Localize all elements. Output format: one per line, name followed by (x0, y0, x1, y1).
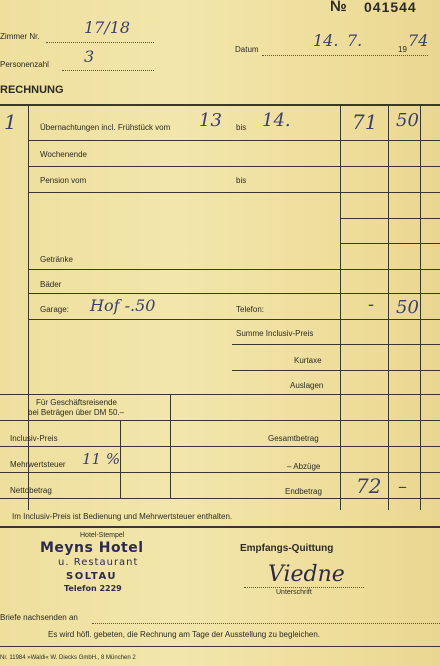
number-prefix: № (330, 0, 347, 15)
stamp-caption: Hotel-Stempel (80, 532, 125, 539)
end-cents: – (398, 476, 407, 497)
briefe-label: Briefe nachsenden an (0, 613, 78, 622)
datum-day: 14. (313, 31, 339, 50)
stamp-line-1: Meyns Hotel (40, 540, 144, 556)
zimmer-label: Zimmer Nr. (0, 32, 40, 41)
inclusive-note: Im Inclusiv-Preis ist Bedienung und Mehrwertsteuer enthalten. (12, 512, 233, 521)
datum-month: 7. (347, 31, 363, 50)
printer-line: Nr. 11984 »Waldi« W. Diecks GmbH., 8 München 2 (0, 655, 136, 661)
netto-label: Nettobetrag (10, 486, 52, 495)
end-label: Endbetrag (285, 487, 322, 496)
summe-label: Summe Inclusiv-Preis (236, 329, 314, 338)
zimmer-value: 17/18 (84, 18, 131, 37)
gesamt-label: Gesamtbetrag (268, 434, 319, 443)
telefon-cents: 50 (396, 297, 419, 318)
kurtaxe-label: Kurtaxe (294, 356, 322, 365)
business-title-2: bei Beträgen über DM 50.– (28, 408, 125, 417)
vom-value: 13 (199, 110, 222, 131)
abzuege-label: – Abzüge (287, 462, 321, 471)
stamp-line-3: SOLTAU (66, 571, 118, 582)
signature: Viedne (268, 562, 345, 587)
business-title-1: Für Geschäftsreisende (36, 398, 117, 407)
amount-main: 71 (352, 110, 378, 134)
wochenende-label: Wochenende (40, 150, 87, 159)
invoice-title: RECHNUNG (0, 84, 64, 96)
garage-label: Garage: (40, 305, 69, 314)
auslagen-label: Auslagen (290, 381, 324, 390)
stamp-line-2: u. Restaurant (58, 557, 139, 568)
pension-label: Pension vom (40, 176, 87, 185)
mwst-label: Mehrwertsteuer (10, 460, 66, 469)
pension-bis-label: bis (236, 176, 247, 185)
garage-value: Hof -.50 (90, 296, 156, 315)
telefon-main: - (368, 294, 375, 315)
personen-value: 3 (84, 47, 95, 66)
invoice-number: 041544 (364, 0, 417, 15)
stamp-line-4: Telefon 2229 (64, 584, 122, 593)
datum-label: Datum (235, 45, 259, 54)
unterschrift-label: Unterschrift (276, 589, 312, 596)
footer-note: Es wird höfl. gebeten, die Rechnung am Tage der Ausstellung zu begleichen. (48, 630, 321, 639)
getraenke-label: Getränke (40, 255, 73, 264)
amount-cents: 50 (396, 110, 419, 131)
bis-label: bis (236, 123, 247, 132)
bis-value: 14. (262, 110, 291, 131)
receipt-title: Empfangs-Quittung (240, 543, 334, 554)
datum-year-prefix: 19 (398, 45, 407, 54)
baeder-label: Bäder (40, 280, 62, 289)
mwst-value: 11 % (82, 450, 121, 468)
datum-year-suffix: 74 (408, 31, 429, 50)
count-value: 1 (4, 110, 17, 134)
inclusiv-label: Inclusiv-Preis (10, 434, 58, 443)
uebernachtungen-label: Übernachtungen incl. Frühstück vom (40, 123, 171, 132)
end-main: 72 (356, 474, 382, 498)
hotel-stamp (36, 540, 186, 600)
personen-label: Personenzahl (0, 60, 49, 69)
telefon-label: Telefon: (236, 305, 265, 314)
